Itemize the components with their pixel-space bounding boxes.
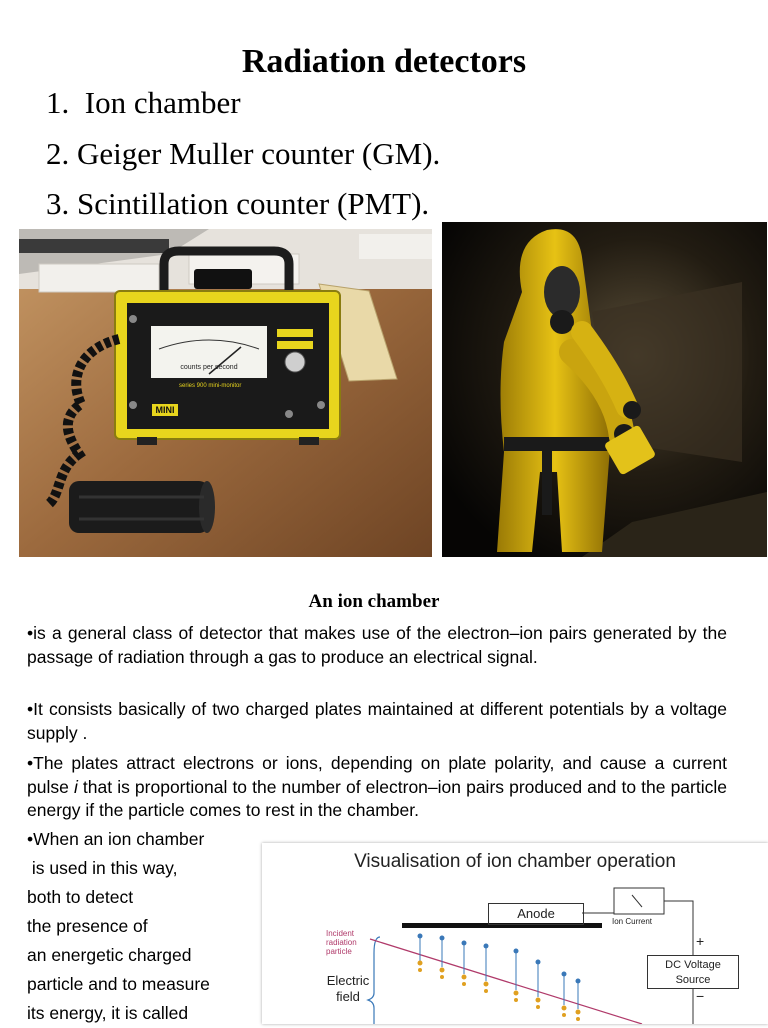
survey-meter-photo	[19, 229, 432, 557]
hazmat-worker-illustration	[442, 222, 767, 557]
ion-chamber-diagram	[262, 843, 768, 1024]
electric-field-label: Electric field	[326, 973, 370, 1004]
diagram-title: Visualisation of ion chamber operation	[354, 851, 676, 872]
list-item-geiger-muller	[46, 134, 440, 174]
narrow-text-line: both to detect	[27, 887, 134, 907]
list-label: Ion chamber	[84, 85, 241, 120]
narrow-text-line: the presence of	[27, 916, 148, 936]
meter-model-label: series 900 mini-monitor	[179, 383, 242, 389]
narrow-text-line: particle and to measure	[27, 974, 210, 994]
list-label: Geiger Muller counter (GM).	[77, 136, 441, 171]
list-number: 2.	[46, 136, 70, 171]
page-title: Radiation detectors	[241, 43, 527, 80]
paragraph-operation	[27, 752, 727, 823]
hazmat-worker-photo	[442, 222, 767, 557]
current-symbol: i	[73, 776, 78, 797]
list-item-scintillation	[46, 184, 429, 224]
ion-pairs	[418, 934, 581, 1022]
list-number: 1.	[46, 85, 70, 120]
incident-particle-label: Incident radiation particle	[326, 929, 357, 956]
narrow-text-line: •When an ion chamber	[27, 829, 205, 849]
anode-label: Anode	[488, 903, 584, 925]
paragraph-operation-text: that is proportional to the number of electron–ion pairs produced and to the particle energy if the particle comes to rest in the chamber.	[27, 776, 727, 820]
paragraph-construction: •It consists basically of two charged plates maintained at different potentials by a voltage supply .	[27, 699, 727, 743]
list-item-ion-chamber	[46, 83, 241, 123]
meter-scale-label: counts per second	[180, 364, 238, 371]
narrow-text-line: its energy, it is called	[27, 1003, 189, 1023]
ammeter-icon	[614, 888, 664, 914]
section-heading: An ion chamber	[308, 591, 440, 612]
narrow-text-line: an energetic charged	[27, 945, 192, 965]
list-label: Scintillation counter (PMT).	[77, 186, 430, 221]
positive-terminal: +	[696, 933, 705, 949]
particle-track	[370, 939, 642, 1024]
paragraph-definition: •is a general class of detector that makes use of the electron–ion pairs generated by the passage of radiation through a gas to produce an electrical signal.	[27, 623, 727, 667]
survey-meter-illustration	[19, 229, 432, 557]
list-number: 3.	[46, 186, 70, 221]
narrow-text-line: is used in this way,	[27, 858, 178, 878]
dc-voltage-source: DC Voltage Source	[647, 955, 739, 989]
meter-brand-label: MINI	[155, 405, 175, 415]
paragraph-operation-text: •The plates attract electrons or ions, depending on plate polarity, and cause a current pulse	[27, 753, 727, 797]
negative-terminal: −	[696, 988, 705, 1004]
ion-current-label: Ion Current	[612, 917, 653, 926]
